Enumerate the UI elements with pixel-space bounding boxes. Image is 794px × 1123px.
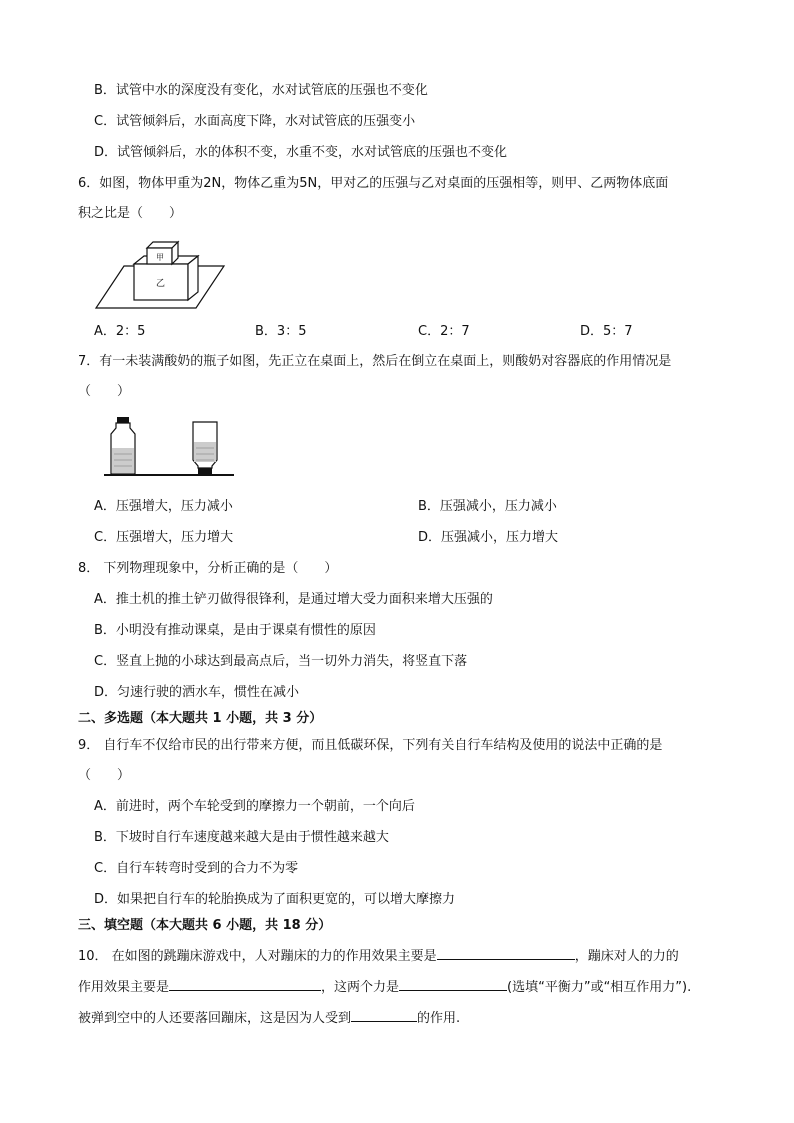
q7-option-a: A．压强增大，压力减小 [94,499,233,514]
section-heading-multiple-choice: 二、多选题（本大题共 1 小题，共 3 分） [78,711,323,726]
q10-text-part3: 作用效果主要是 [78,980,170,995]
q7-stem-line2: （ ） [78,384,131,399]
q6-figure-blocks [94,236,234,314]
q6-stem-line2: 积之比是（ ） [78,206,183,221]
q9-option-a: A．前进时，两个车轮受到的摩擦力一个朝前，一个向后 [94,799,415,814]
q10-text-part7: 的作用. [417,1011,461,1026]
q5-option-b: B．试管中水的深度没有变化，水对试管底的压强也不变化 [94,83,428,98]
q7-figure-bottles [104,414,234,480]
q5-option-c: C．试管倾斜后，水面高度下降，水对试管底的压强变小 [94,114,416,129]
q10-answer-blank-3[interactable] [399,976,507,991]
q10-answer-blank-4[interactable] [351,1007,417,1022]
q10-line1 [78,945,679,966]
q10-text-part4: ，这两个力是 [321,980,400,995]
section-heading-fill-in: 三、填空题（本大题共 6 小题，共 18 分） [78,918,332,933]
q6-figure-label-yi: 乙 [156,279,166,289]
q9-option-d: D．如果把自行车的轮胎换成为了面积更宽的，可以增大摩擦力 [94,892,456,907]
q9-stem-line1: 9． 自行车不仅给市民的出行带来方便，而且低碳环保，下列有关自行车结构及使用的说法中正确的是 [78,738,663,753]
q10-text-part2: ，蹦床对人的力的 [574,949,679,964]
q9-option-c: C．自行车转弯时受到的合力不为零 [94,861,299,876]
q10-text-part6: 被弹到空中的人还要落回蹦床，这是因为人受到 [78,1011,352,1026]
q6-option-d: D．5：7 [580,324,633,339]
q6-stem-line1: 6．如图，物体甲重为2N，物体乙重为5N，甲对乙的压强与乙对桌面的压强相等，则甲、乙两物体底面 [78,176,669,191]
q10-text-part1: 10． 在如图的跳蹦床游戏中，人对蹦床的力的作用效果主要是 [78,949,437,964]
q8-option-d: D．匀速行驶的洒水车，惯性在减小 [94,685,300,700]
q6-option-c: C．2：7 [418,324,470,339]
q9-option-b: B．下坡时自行车速度越来越大是由于惯性越来越大 [94,830,389,845]
q7-stem-line1: 7．有一未装满酸奶的瓶子如图，先正立在桌面上，然后在倒立在桌面上，则酸奶对容器底的作用情况是 [78,354,672,369]
q6-option-a: A．2：5 [94,324,146,339]
q8-stem: 8． 下列物理现象中，分析正确的是（ ） [78,561,338,576]
q7-option-b: B．压强减小，压力减小 [418,499,557,514]
q6-option-b: B．3：5 [255,324,307,339]
q10-line3 [78,1007,460,1028]
q7-option-c: C．压强增大，压力增大 [94,530,234,545]
q5-option-d: D．试管倾斜后，水的体积不变，水重不变，水对试管底的压强也不变化 [94,145,508,160]
q6-figure-label-jia: 甲 [156,253,164,262]
q10-answer-blank-2[interactable] [169,976,321,991]
q10-text-part5: (选填“平衡力”或“相互作用力”). [507,980,692,995]
q8-option-b: B．小明没有推动课桌，是由于课桌有惯性的原因 [94,623,376,638]
q8-option-c: C．竖直上抛的小球达到最高点后，当一切外力消失，将竖直下落 [94,654,468,669]
q10-answer-blank-1[interactable] [437,945,575,960]
q9-stem-line2: （ ） [78,768,131,783]
q7-option-d: D．压强减小，压力增大 [418,530,559,545]
q8-option-a: A．推土机的推土铲刃做得很锋利，是通过增大受力面积来增大压强的 [94,592,493,607]
q10-line2 [78,976,691,997]
